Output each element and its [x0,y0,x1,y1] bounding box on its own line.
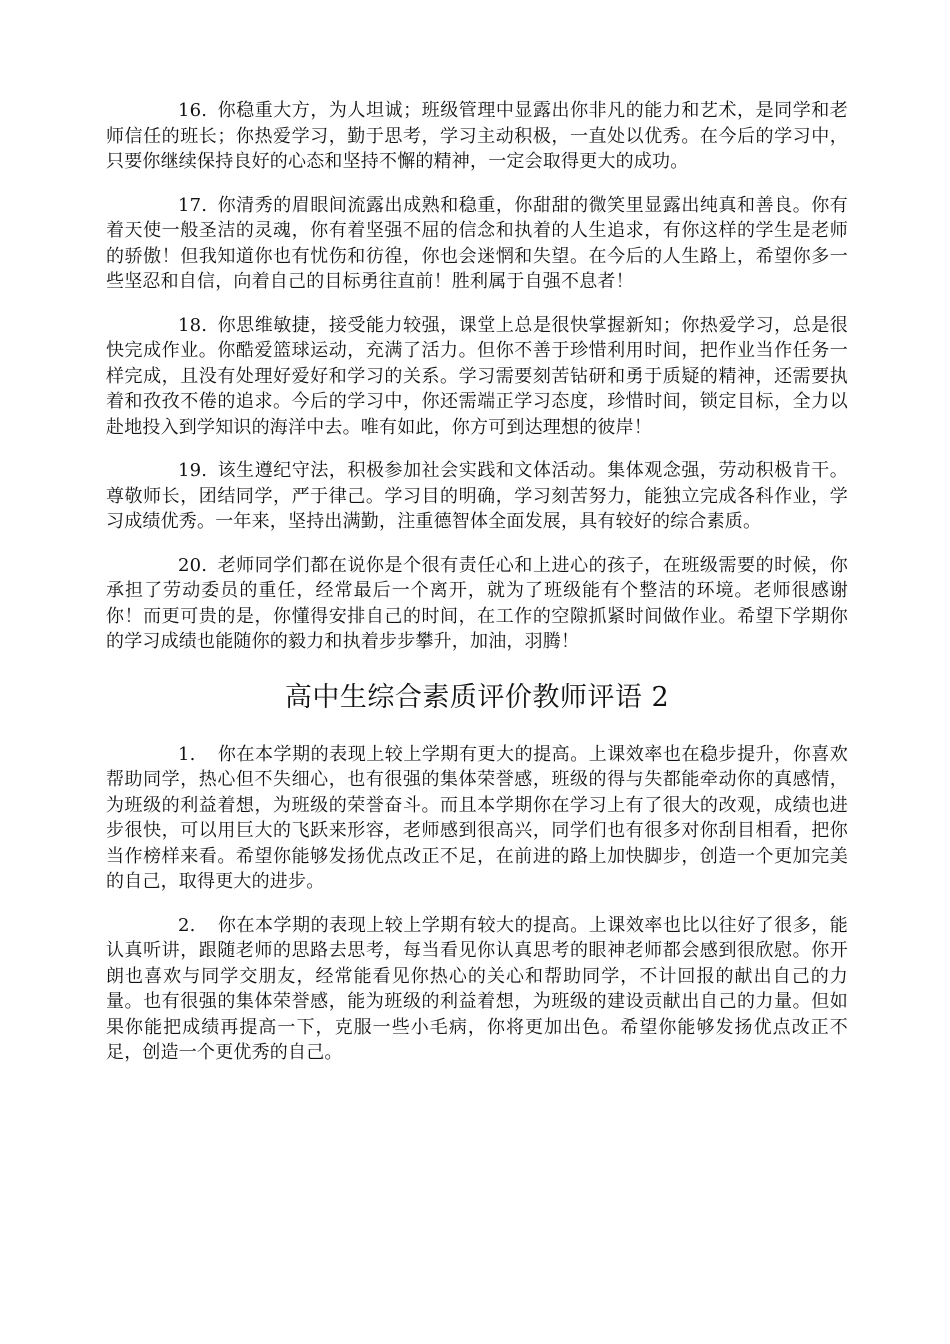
comment-number: 18. [178,314,208,336]
comment-paragraph-2 [106,913,848,1066]
comment-paragraph-19 [106,458,848,535]
comment-paragraph-1 [106,742,848,895]
comment-text: 你稳重大方，为人坦诚；班级管理中显露出你非凡的能力和艺术，是同学和老师信任的班长；你热爱学习，勤于思考，学习主动积极，一直处以优秀。在今后的学习中，只要你继续保持良好的心态和坚持不懈的精神，一定会取得更大的成功。 [106,100,848,172]
comment-number: 20. [178,554,208,576]
comment-number: 16. [178,100,208,121]
comments-section-1 [106,98,848,655]
comment-text: 你在本学期的表现上较上学期有更大的提高。上课效率也在稳步提升，你喜欢帮助同学，热心但不失细心，也有很强的集体荣誉感，班级的得与失都能牵动你的真感情，为班级的利益着想，为班级的荣誉奋斗。而且本学期你在学习上有了很大的改观，成绩也进步很快，可以用巨大的飞跃来形容，老师感到很高兴，同学们也有很多对你刮目相看，把你当作榜样来看。希望你能够发扬优点改正不足，在前进的路上加快脚步，创造一个更加完美的自己，取得更大的进步。 [106,743,848,892]
comment-text: 你清秀的眉眼间流露出成熟和稳重，你甜甜的微笑里显露出纯真和善良。你有着天使一般圣洁的灵魂，你有着坚强不屈的信念和执着的人生追求，有你这样的学生是老师的骄傲！但我知道你也有忧伤和彷徨，你也会迷惘和失望。在今后的人生路上，希望你多一些坚忍和自信，向着自己的目标勇往直前！胜利属于自强不息者！ [106,194,848,292]
comment-paragraph-18 [106,313,848,441]
comment-number: 17. [178,194,208,216]
comment-text: 你在本学期的表现上较上学期有较大的提高。上课效率也比以往好了很多，能认真听讲，跟随老师的思路去思考，每当看见你认真思考的眼神老师都会感到很欣慰。你开朗也喜欢与同学交朋友，经常能看见你热心的关心和帮助同学，不计回报的献出自己的力量。也有很强的集体荣誉感，能为班级的利益着想，为班级的建设贡献出自己的力量。但如果你能把成绩再提高一下，克服一些小毛病，你将更加出色。希望你能够发扬优点改正不足，创造一个更优秀的自己。 [106,914,848,1063]
comment-paragraph-16 [106,98,848,175]
document-page [106,98,848,1084]
comment-text: 该生遵纪守法，积极参加社会实践和文体活动。集体观念强，劳动积极肯干。尊敬师长，团结同学，严于律己。学习目的明确，学习刻苦努力，能独立完成各科作业，学习成绩优秀。一年来，坚持出满勤，注重德智体全面发展，具有较好的综合素质。 [106,460,848,532]
comment-text: 老师同学们都在说你是个很有责任心和上进心的孩子，在班级需要的时候，你承担了劳动委员的重任，经常最后一个离开，就为了班级能有个整洁的环境。老师很感谢你！而更可贵的是，你懂得安排自己的时间，在工作的空隙抓紧时间做作业。希望下学期你的学习成绩也能随你的毅力和执着步步攀升，加油，羽腾！ [106,554,848,652]
comment-number: 1. [178,743,196,765]
comments-section-2 [106,742,848,1066]
comment-paragraph-17 [106,193,848,295]
section-title: 高中生综合素质评价教师评语 2 [284,681,670,713]
comment-number: 2. [178,914,196,936]
comment-text: 你思维敏捷，接受能力较强，课堂上总是很快掌握新知；你热爱学习，总是很快完成作业。你酷爱篮球运动，充满了活力。但你不善于珍惜利用时间，把作业当作任务一样完成，且没有处理好爱好和学习的关系。学习需要刻苦钻研和勇于质疑的精神，还需要执着和孜孜不倦的追求。今后的学习中，你还需端正学习态度，珍惜时间，锁定目标，全力以赴地投入到学知识的海洋中去。唯有如此，你方可到达理想的彼岸！ [106,314,848,438]
comment-paragraph-20 [106,553,848,655]
comment-number: 19. [178,460,208,481]
